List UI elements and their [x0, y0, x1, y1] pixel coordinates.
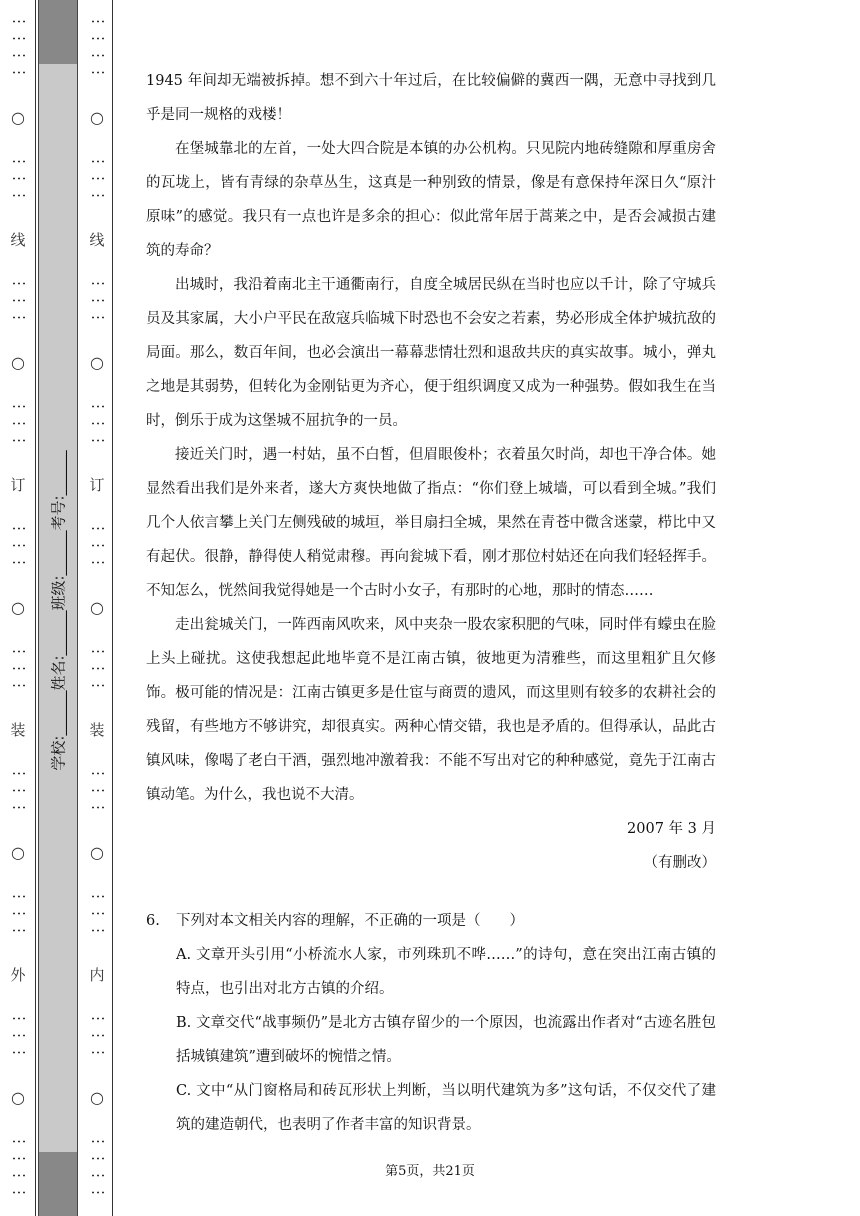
question-6: [146, 904, 716, 1142]
inner-mark-nei: 内: [89, 966, 107, 984]
outer-dotted-column: ⋮⋮⋮⋮ ○ ⋮⋮⋮ 线 ⋮⋮⋮ ○ ⋮⋮⋮ 订 ⋮⋮⋮ ○ ⋮⋮⋮ 装 ⋮⋮⋮ ○ ⋮⋮⋮ 外 ⋮⋮⋮ ○ ⋮⋮⋮⋮: [10, 14, 29, 1202]
outer-mark-zhuang: 装: [10, 721, 28, 739]
band-top-cap: [39, 0, 77, 64]
inner-mark-zhuang: 装: [89, 721, 107, 739]
article-paragraph-1: 1945 年间却无端被拆掉。想不到六十年过后，在比较偏僻的冀西一隅，无意中寻找到几乎是同一规格的戏楼！: [146, 73, 716, 123]
article-paragraph-3: 出城时，我沿着南北主干通衢南行，自度全城居民纵在当时也应以千计，除了守城兵员及其家属，大小户平民在敌寇兵临城下时恐也不会安之若素，势必形成全体护城抗敌的局面。那么，数百年间，也必会演出一幕幕悲情壮烈和退敌共庆的真实故事。城小，弹丸之地是其弱势，但转化为金刚钻更为齐心，便于组织调度又成为一种强势。假如我生在当时，倒乐于成为这堡城不屈抗争的一员。: [146, 277, 716, 429]
binding-margin: [0, 0, 118, 1216]
page-footer: 第5页，共21页: [385, 1164, 475, 1179]
option-c[interactable]: C. 文中“从门窗格局和砖瓦形状上判断，当以明代建筑为多”这句话，不仅交代了建筑的建造朝代，也表明了作者丰富的知识背景。: [176, 1083, 716, 1133]
article-paragraph-4: 接近关门时，遇一村姑，虽不白皙，但眉眼俊朴；衣着虽欠时尚，却也干净合体。她显然看出我们是外来者，遂大方爽快地做了指点：“你们登上城墙，可以看到全城。”我们几个人依言攀上关门左侧残破的城垣，举目扇扫全城，果然在青苍中微含迷蒙，栉比中又有起伏。很静，静得使人稍觉肃穆。再向瓮城下看，刚才那位村姑还在向我们轻轻挥手。不知怎么，恍然间我觉得她是一个古时小女子，有那时的心地，那时的情态……: [146, 447, 716, 599]
inner-mark-xian: 线: [89, 231, 107, 249]
inner-mark-ding: 订: [89, 476, 107, 494]
option-b[interactable]: B. 文章交代“战事频仍”是北方古镇存留少的一个原因，也流露出作者对“古迹名胜包括城镇建筑”遭到破坏的惋惜之情。: [176, 1015, 716, 1065]
article-note: （有删改）: [643, 855, 716, 871]
student-info-label: 学校:______姓名:______班级:______考号:______: [49, 449, 68, 771]
article-body: [146, 64, 716, 1142]
outer-mark-ding: 订: [10, 476, 28, 494]
article-date: 2007 年 3 月: [627, 821, 716, 837]
question-stem: 下列对本文相关内容的理解，不正确的一项是（ ）: [176, 913, 524, 929]
article-paragraph-5: 走出瓮城关门，一阵西南风吹来，风中夹杂一股农家积肥的气味，同时伴有蠓虫在脸上头上碰扰。这使我想起此地毕竟不是江南古镇，彼地更为清雅些，而这里粗犷且欠修饰。极可能的情况是：江南古镇更多是仕宦与商贾的遗风，而这里则有较多的农耕社会的残留，有些地方不够讲究，却很真实。两种心情交错，我也是矛盾的。但得承认，品此古镇风味，像喝了老白干酒，强烈地冲激着我：不能不写出对它的种种感觉，竟先于江南古镇动笔。为什么，我也说不大清。: [146, 617, 716, 803]
outer-mark-xian: 线: [10, 231, 28, 249]
student-info-fields: [38, 400, 78, 820]
inner-binding-line: [112, 0, 113, 1216]
article-paragraph-2: 在堡城靠北的左首，一处大四合院是本镇的办公机构。只见院内地砖缝隙和厚重房舍的瓦垅上，皆有青绿的杂草丛生，这真是一种别致的情景，像是有意保持年深日久“原汁原味”的感觉。我只有一点也许是多余的担心：似此常年居于蒿莱之中，是否会减损古建筑的寿命？: [146, 141, 716, 259]
question-number: 6.: [146, 913, 160, 929]
outer-mark-wai: 外: [10, 966, 28, 984]
inner-dotted-column: ⋮⋮⋮⋮ ○ ⋮⋮⋮ 线 ⋮⋮⋮ ○ ⋮⋮⋮ 订 ⋮⋮⋮ ○ ⋮⋮⋮ 装 ⋮⋮⋮ ○ ⋮⋮⋮ 内 ⋮⋮⋮ ○ ⋮⋮⋮⋮: [89, 14, 108, 1202]
option-a[interactable]: A. 文章开头引用“小桥流水人家，市列珠玑不哗……”的诗句，意在突出江南古镇的特点，也引出对北方古镇的介绍。: [176, 947, 716, 997]
